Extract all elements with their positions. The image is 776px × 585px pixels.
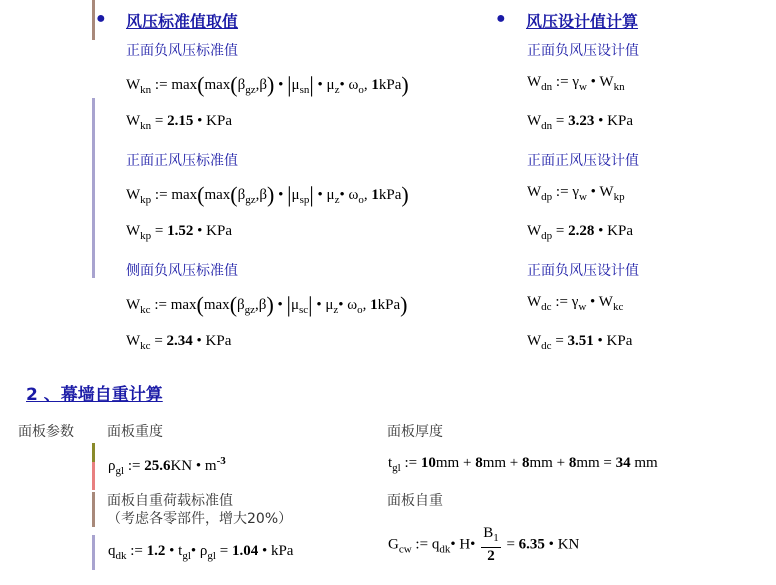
left-item-0-def: $W_{kn}$ := $\max(\max(\beta_{gz},\beta)$ • $|\mu_{sn}|$ • $\mu_z•$ $\omega_o$, 1kPa) xyxy=(126,72,409,97)
left-item-2-def: $W_{kc}$ := $\max(\max(\beta_{gz},\beta)$ • $|\mu_{sc}|$ • $\mu_z•$ $\omega_o$, 1kPa) xyxy=(126,292,408,317)
section2-heading: 2 、幕墙自重计算 xyxy=(26,385,163,405)
selfweight-label: 面板自重 xyxy=(387,493,443,509)
right-item-0-label: 正面负风压设计值 xyxy=(527,43,639,59)
selfweight-std-formula: $q_{dk}$ := 1.2 • $t_{gl}•$ $\rho_{gl} = 1.04$ • kPa xyxy=(108,543,294,562)
left-item-1-result: $W_{kp} = 1.52$ • KPa xyxy=(126,223,232,242)
density-label: 面板重度 xyxy=(107,424,163,440)
left-item-1-label: 正面正风压标准值 xyxy=(126,153,238,169)
left-heading: 风压标准值取值 xyxy=(126,12,239,31)
left-heading-bullet: ● xyxy=(96,10,106,27)
right-item-0-def: $W_{dn}$ := $\gamma_w$ • $W_{kn}$ xyxy=(527,74,625,93)
selfweight-formula: $G_{cw}$ := $q_{dk}•$ H• $\frac{B_1}{2}$ = 6.35 • KN xyxy=(388,525,580,564)
region-bar-red xyxy=(92,462,95,490)
panel-params-label: 面板参数 xyxy=(18,424,74,440)
left-item-2-label: 侧面负风压标准值 xyxy=(126,263,238,279)
left-item-2-result: $W_{kc} = 2.34$ • KPa xyxy=(126,333,232,352)
selfweight-std-note: （考虑各零部件，增大20%） xyxy=(107,511,293,527)
right-heading: 风压设计值计算 xyxy=(526,12,639,31)
left-item-0-label: 正面负风压标准值 xyxy=(126,43,238,59)
right-item-2-label: 正面负风压设计值 xyxy=(527,263,639,279)
right-item-1-label: 正面正风压设计值 xyxy=(527,153,639,169)
density-formula: $\rho_{gl}$ := 25.6KN • $m^{-3}$ xyxy=(108,455,226,477)
left-item-0-result: $W_{kn} = 2.15$ • KPa xyxy=(126,113,232,132)
region-bar-purple-bottom xyxy=(92,535,95,570)
left-item-1-def: $W_{kp}$ := $\max(\max(\beta_{gz},\beta)$ • $|\mu_{sp}|$ • $\mu_z•$ $\omega_o$, 1kPa) xyxy=(126,182,409,207)
region-bar-brown-mid xyxy=(92,492,95,527)
selfweight-std-label: 面板自重荷载标准值 xyxy=(107,493,233,509)
right-item-1-def: $W_{dp}$ := $\gamma_w$ • $W_{kp}$ xyxy=(527,184,625,203)
region-bar-brown-top xyxy=(92,0,95,40)
thickness-label: 面板厚度 xyxy=(387,424,443,440)
thickness-formula: $t_{gl}$ := 10mm + 8mm + 8mm + 8mm = 34 mm xyxy=(388,455,658,474)
region-bar-purple xyxy=(92,98,95,278)
fraction-b1-over-2: $\frac{B_1}{2}$ xyxy=(483,525,499,564)
right-item-2-def: $W_{dc}$ := $\gamma_w$ • $W_{kc}$ xyxy=(527,294,624,313)
right-item-1-result: $W_{dp} = 2.28$ • KPa xyxy=(527,223,633,242)
right-item-2-result: $W_{dc} = 3.51$ • KPa xyxy=(527,333,633,352)
right-item-0-result: $W_{dn} = 3.23$ • KPa xyxy=(527,113,633,132)
right-heading-bullet: ● xyxy=(496,10,506,27)
